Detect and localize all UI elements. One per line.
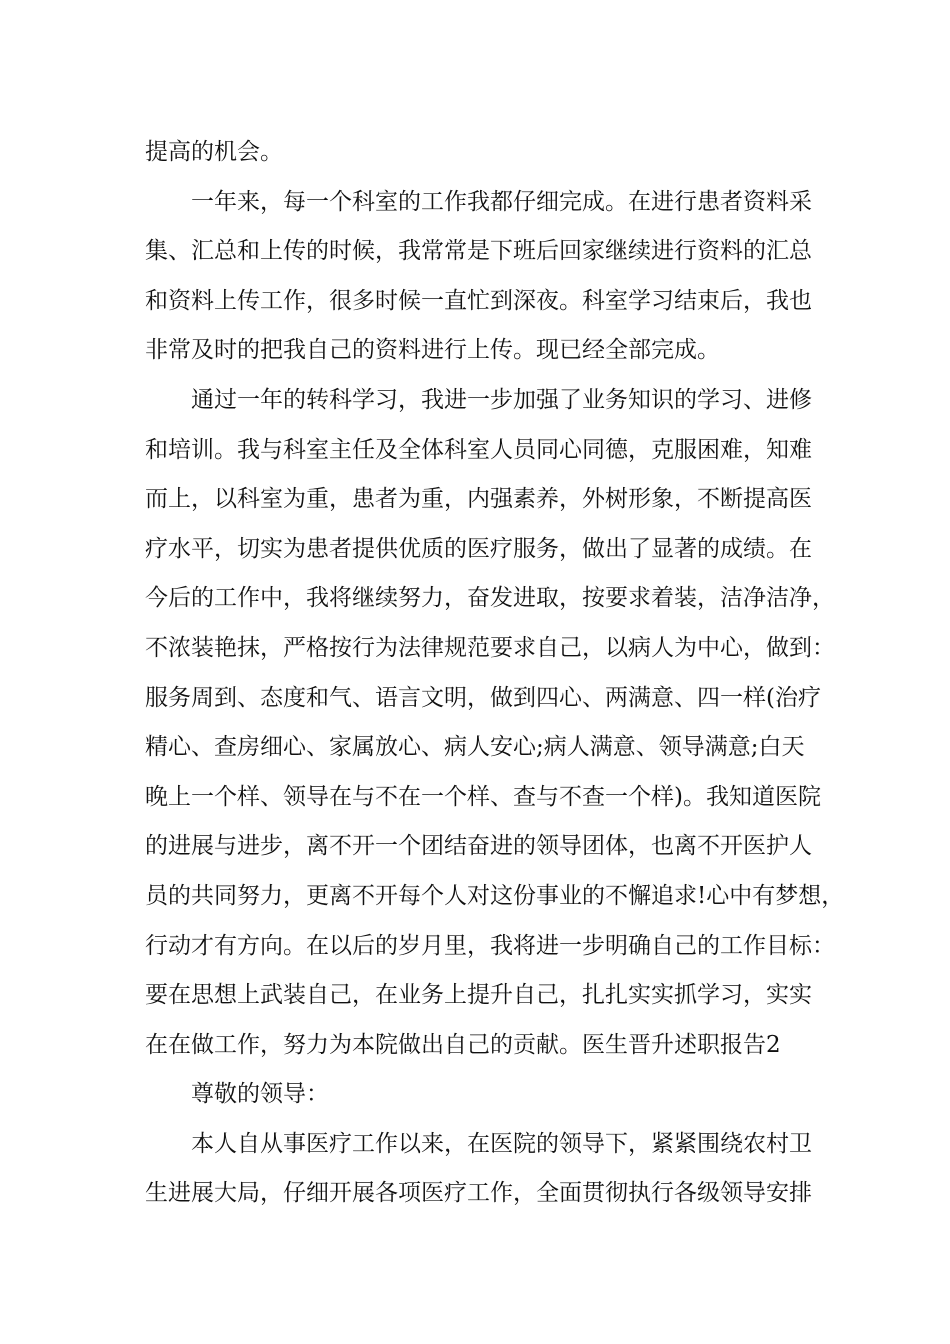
text-line: 员的共同努力，更离不开每个人对这份事业的不懈追求!心中有梦想， — [145, 882, 845, 909]
text-line: 要在思想上武装自己，在业务上提升自己，扎扎实实抓学习，实实 — [145, 982, 812, 1009]
text-line: 提高的机会。 — [145, 139, 283, 165]
text-line: 通过一年的转科学习，我进一步加强了业务知识的学习、进修 — [191, 386, 812, 413]
text-line: 和培训。我与科室主任及全体科室人员同心同德，克服困难，知难 — [145, 436, 812, 463]
text-line: 行动才有方向。在以后的岁月里，我将进一步明确自己的工作目标： — [145, 932, 835, 959]
text-line: 不浓装艳抹，严格按行为法律规范要求自己，以病人为中心，做到： — [145, 634, 835, 661]
text-line: 的进展与进步，离不开一个团结奋进的领导团体，也离不开医护人 — [145, 833, 812, 860]
text-line: 尊敬的领导： — [191, 1081, 329, 1108]
text-line: 疗水平，切实为患者提供优质的医疗服务，做出了显著的成绩。在 — [145, 535, 812, 562]
text-line: 集、汇总和上传的时候，我常常是下班后回家继续进行资料的汇总 — [145, 238, 812, 265]
text-line: 和资料上传工作，很多时候一直忙到深夜。科室学习结束后，我也 — [145, 287, 812, 314]
text-line: 生进展大局，仔细开展各项医疗工作，全面贯彻执行各级领导安排 — [145, 1180, 812, 1207]
text-line: 本人自从事医疗工作以来，在医院的领导下，紧紧围绕农村卫 — [191, 1130, 812, 1157]
document-body — [145, 128, 845, 1219]
text-line: 服务周到、态度和气、语言文明，做到四心、两满意、四一样(治疗 — [145, 684, 821, 711]
text-line: 精心、查房细心、家属放心、病人安心;病人满意、领导满意;白天 — [145, 734, 805, 761]
text-line: 而上，以科室为重，患者为重，内强素养，外树形象，不断提高医 — [145, 486, 812, 513]
text-line: 今后的工作中，我将继续努力，奋发进取，按要求着装，洁净洁净， — [145, 585, 835, 612]
text-line: 在在做工作，努力为本院做出自己的贡献。医生晋升述职报告2 — [145, 1031, 781, 1058]
text-line: 晚上一个样、领导在与不在一个样、查与不查一个样)。我知道医院 — [145, 783, 821, 810]
text-line: 一年来，每一个科室的工作我都仔细完成。在进行患者资料采 — [191, 188, 812, 215]
text-line: 非常及时的把我自己的资料进行上传。现已经全部完成。 — [145, 337, 720, 364]
